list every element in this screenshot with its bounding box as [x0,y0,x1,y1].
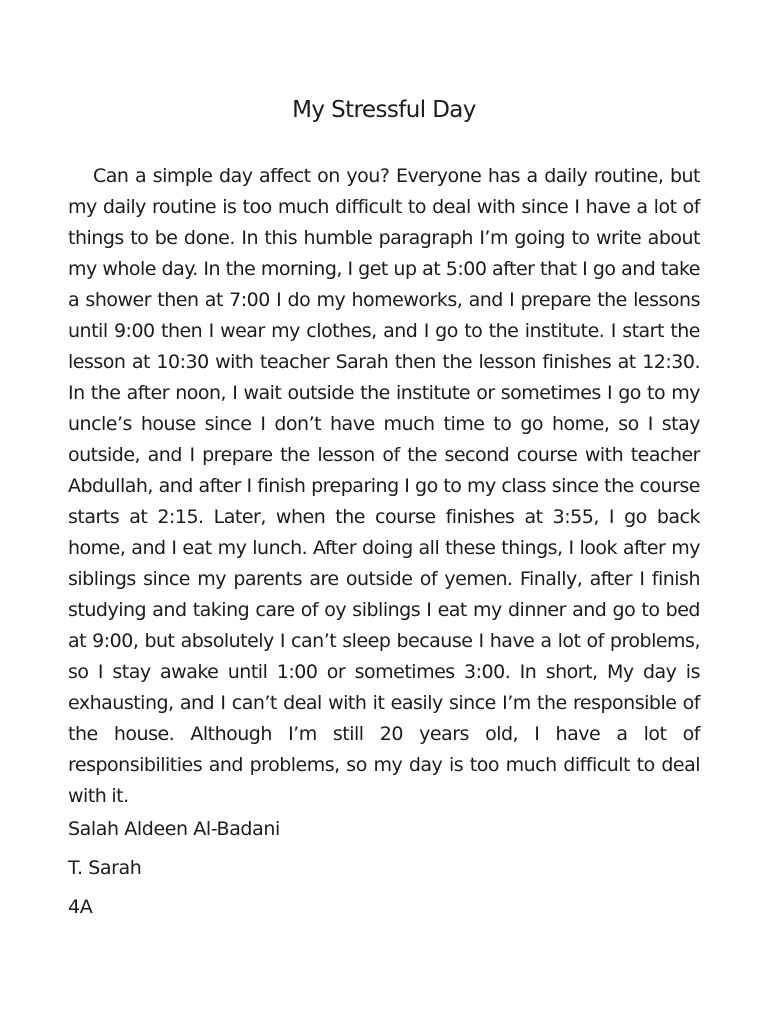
essay-paragraph: Can a simple day affect on you? Everyone has a daily routine, but my daily routine is too much difficult to deal with since I have a lot of things to be done. In this humble paragraph I’m going to write about my whole day. In the morning, I get up at 5:00 after that I go and take a shower then at 7:00 I do my homeworks, and I prepare the lessons until 9:00 then I wear my clothes, and I go to the institute. I start the lesson at 10:30 with teacher Sarah then the lesson finishes at 12:30. In the after noon, I wait outside the institute or sometimes I go to my uncle’s house since I don’t have much time to go home, so I stay outside, and I prepare the lesson of the second course with teacher Abdullah, and after I finish preparing I go to my class since the course starts at 2:15. Later, when the course finishes at 3:55, I go back home, and I eat my lunch. After doing all these things, I look after my siblings since my parents are outside of yemen. Finally, after I finish studying and taking care of oy siblings I eat my dinner and go to bed at 9:00, but absolutely I can’t sleep because I have a lot of problems, so I stay awake until 1:00 or sometimes 3:00. In short, My day is exhausting, and I can’t deal with it easily since I’m the responsible of the house. Although I’m still 20 years old, I have a lot of responsibilities and problems, so my day is too much difficult to deal with it. [68,165,700,807]
author-name: Salah Aldeen Al-Badani [68,818,280,840]
document-title: My Stressful Day [292,97,476,123]
teacher-name: T. Sarah [68,857,142,879]
class-label: 4A [68,896,93,918]
